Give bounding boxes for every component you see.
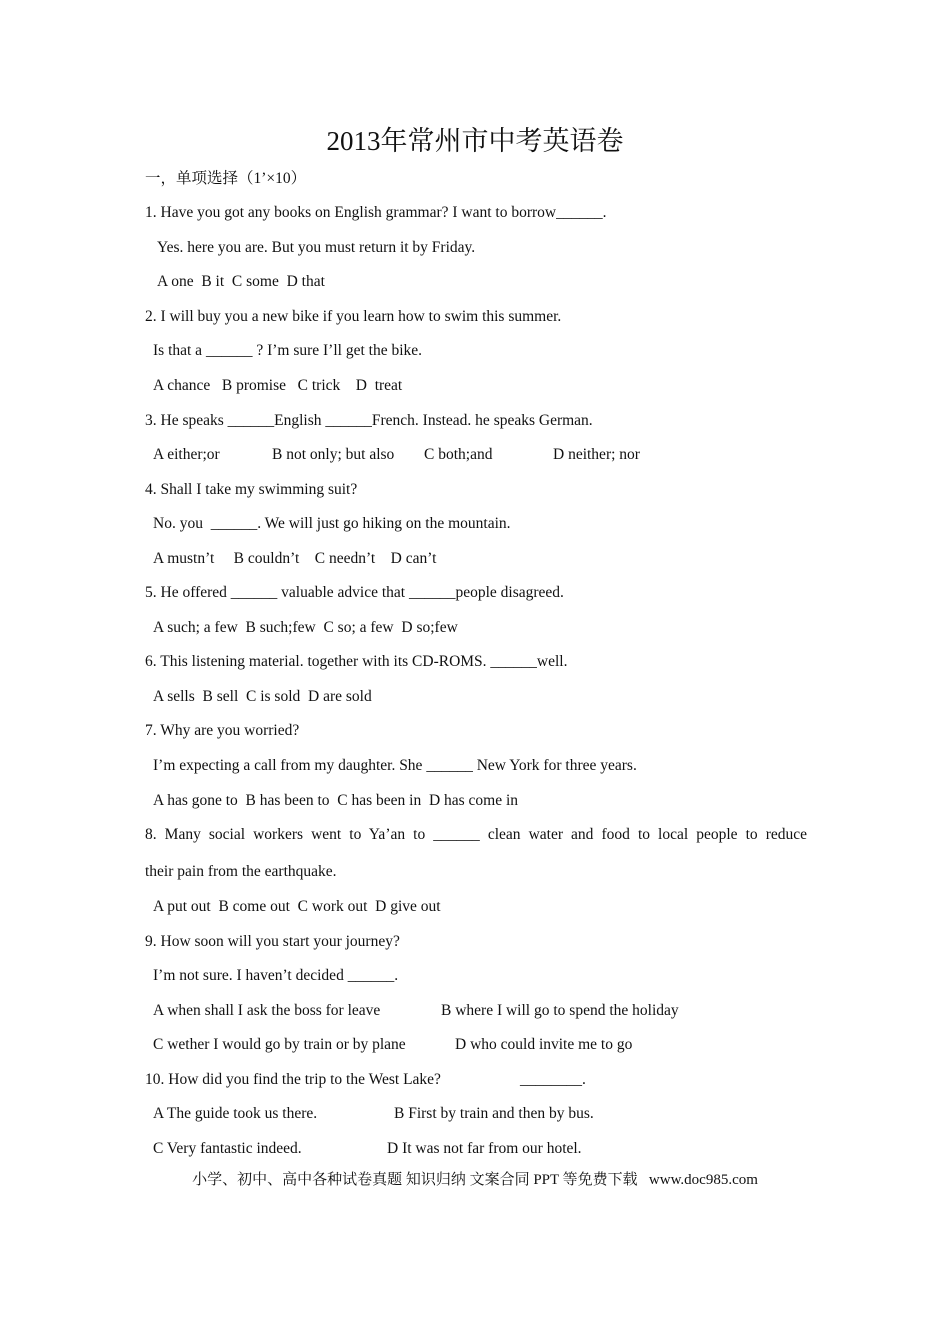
question-10-option-c: C Very fantastic indeed. bbox=[153, 1140, 302, 1157]
question-3-option-d: D neither; nor bbox=[553, 446, 640, 463]
question-9-option-c: C wether I would go by train or by plane bbox=[153, 1036, 406, 1053]
question-3-option-c: C both;and bbox=[424, 446, 493, 463]
question-6-stem: 6. This listening material. together with its CD-ROMS. ______well. bbox=[145, 653, 568, 670]
page-title: 2013年常州市中考英语卷 bbox=[326, 126, 624, 156]
question-1-options: A one B it C some D that bbox=[157, 273, 325, 290]
question-7-reply: I’m expecting a call from my daughter. She ______ New York for three years. bbox=[153, 757, 637, 774]
question-1-stem: 1. Have you got any books on English grammar? I want to borrow______. bbox=[145, 204, 607, 221]
question-9-option-d: D who could invite me to go bbox=[455, 1036, 633, 1053]
question-7-options: A has gone to B has been to C has been in D has come in bbox=[153, 792, 519, 809]
question-5-options: A such; a few B such;few C so; a few D so;few bbox=[153, 619, 458, 636]
question-10-option-a: A The guide took us there. bbox=[153, 1105, 318, 1122]
question-10-stem: 10. How did you find the trip to the West Lake? bbox=[145, 1071, 441, 1088]
footer-note: 小学、初中、高中各种试卷真题 知识归纳 文案合同 PPT 等免费下载 www.doc985.com bbox=[192, 1172, 758, 1188]
question-2-options: A chance B promise C trick D treat bbox=[153, 377, 403, 394]
question-4-options: A mustn’t B couldn’t C needn’t D can’t bbox=[153, 550, 437, 567]
question-9-option-b: B where I will go to spend the holiday bbox=[441, 1002, 679, 1019]
question-7-stem: 7. Why are you worried? bbox=[145, 722, 300, 739]
question-2-reply: Is that a ______ ? I’m sure I’ll get the bike. bbox=[153, 342, 423, 359]
question-3-option-a: A either;or bbox=[153, 446, 220, 463]
question-10-option-b: B First by train and then by bus. bbox=[394, 1105, 594, 1122]
question-1-reply: Yes. here you are. But you must return it by Friday. bbox=[157, 239, 476, 256]
question-4-stem: 4. Shall I take my swimming suit? bbox=[145, 481, 358, 498]
question-5-stem: 5. He offered ______ valuable advice that ______people disagreed. bbox=[145, 584, 564, 601]
question-8-stem-line-1: 8. Many social workers went to Ya’an to ______ clean water and food to local people to reduce bbox=[145, 826, 807, 843]
question-10-blank: ________. bbox=[520, 1071, 586, 1088]
question-6-options: A sells B sell C is sold D are sold bbox=[153, 688, 372, 705]
question-3-stem: 3. He speaks ______English ______French. Instead. he speaks German. bbox=[145, 412, 593, 429]
question-8-stem-line-2: their pain from the earthquake. bbox=[145, 863, 337, 880]
section-heading: 一，单项选择（1’×10） bbox=[145, 170, 307, 187]
question-9-reply: I’m not sure. I haven’t decided ______. bbox=[153, 967, 399, 984]
question-3-option-b: B not only; but also bbox=[272, 446, 395, 463]
question-4-reply: No. you ______. We will just go hiking on the mountain. bbox=[153, 515, 511, 532]
question-8-options: A put out B come out C work out D give out bbox=[153, 898, 441, 915]
question-9-stem: 9. How soon will you start your journey? bbox=[145, 933, 400, 950]
question-9-option-a: A when shall I ask the boss for leave bbox=[153, 1002, 381, 1019]
question-2-stem: 2. I will buy you a new bike if you learn how to swim this summer. bbox=[145, 308, 562, 325]
question-10-option-d: D It was not far from our hotel. bbox=[387, 1140, 582, 1157]
